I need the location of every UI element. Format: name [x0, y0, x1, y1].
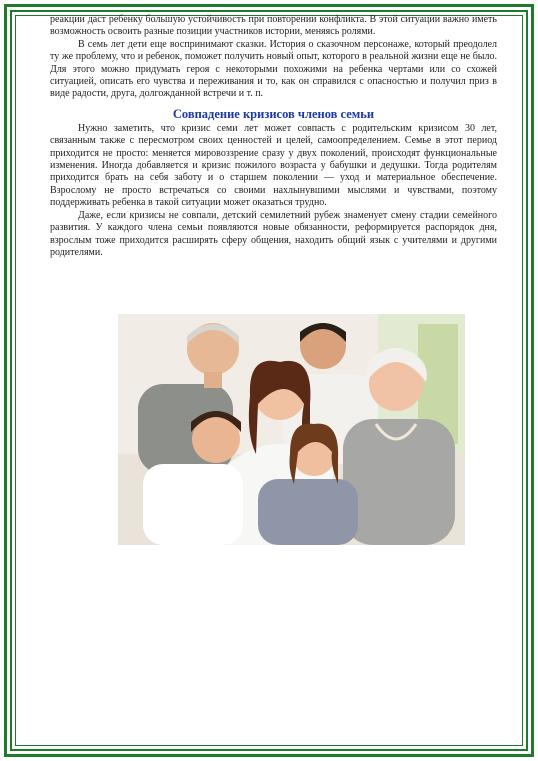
section-heading: Совпадение кризисов членов семьи: [172, 106, 375, 121]
section-paragraph-2: Даже, если кризисы не совпали, детский семилетний рубеж знаменует смену стадии семейного развития. У каждого члена семьи появляются новые обязанности, реформируется распорядок дня, взрослым тоже приходится расширять сферу общения, находить общий язык с учителями и другими родителями.: [50, 209, 497, 258]
intro-paragraph-1: реакции даст ребенку большую устойчивость при повторении конфликта. В этой ситуации важно иметь возможность освоить разные позиции участников истории, меняясь ролями.: [50, 14, 497, 38]
section-paragraph-1: Нужно заметить, что кризис семи лет может совпасть с родительским кризисом 30 лет, связанным также с пересмотром своих ценностей и целей, самоопределением. Семье в этот период приходится не просто: меняется мировоззрение сразу у двух поколений, происходят функциональные изменения. Иногда добавляется и кризис пожилого возраста у бабушки и дедушки. Тогда родителям приходится брать на себя заботу и о старшем поколении — уход и материальное обеспечение. Взрослому не просто встречаться со своими нахлынувшими мыслями и чувствами, поэтому поддерживать ребенка в такой ситуации может оказаться трудно.: [50, 122, 497, 209]
intro-paragraph-2: В семь лет дети еще воспринимают сказки. История о сказочном персонаже, который преодолел ту же проблему, что и ребенок, поможет получить новый опыт, которого в реальной жизни еще не было. Для этого можно придумать героя с некоторыми похожими на ребенка чертами или со схожей ситуацией, описать его чувства и переживания и то, как он справился с опасностью и получил приз в виде радости, друга, долгожданной встречи и т. п.: [50, 38, 497, 100]
family-photo: [118, 314, 465, 545]
article-body: [50, 14, 497, 259]
